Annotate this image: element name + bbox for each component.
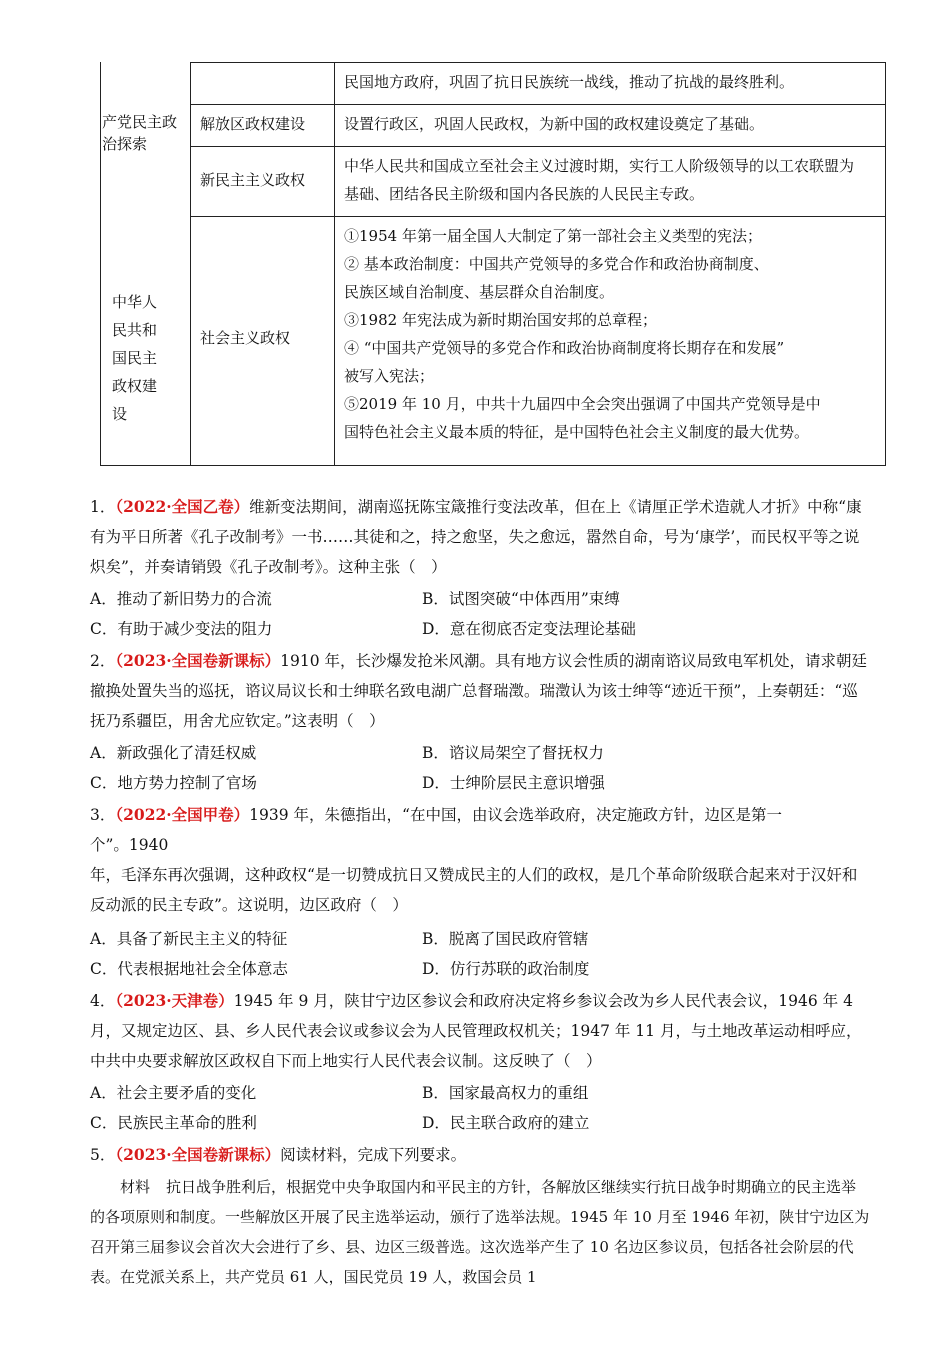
option-b[interactable]: B．谘议局架空了督抚权力 — [422, 744, 604, 762]
option-d[interactable]: D．仿行苏联的政治制度 — [422, 960, 590, 978]
table-cell: 设置行政区，巩固人民政权，为新中国的政权建设奠定了基础。 — [344, 115, 765, 133]
table-cell: 社会主义政权 — [200, 329, 291, 347]
option-a[interactable]: A．新政强化了清廷权威 — [90, 744, 257, 762]
table-cell: 解放区政权建设 — [200, 115, 306, 133]
option-b[interactable]: B．试图突破“中体西用”束缚 — [422, 590, 620, 608]
table-cell: 民国地方政府，巩固了抗日民族统一战线，推动了抗战的最终胜利。 — [344, 73, 795, 91]
table-cell: 中华人民共和国成立至社会主义过渡时期，实行工人阶级领导的以工农联盟为基础、团结各民主阶级和国内各民族的人民民主专政。 — [344, 157, 855, 203]
option-c[interactable]: C．代表根据地社会全体意志 — [90, 960, 288, 978]
option-d[interactable]: D．意在彻底否定变法理论基础 — [422, 620, 636, 638]
question-2: 2．（2023·全国卷新课标）1910 年，长沙爆发抢米风潮。具有地方议会性质的湖南谘议局致电军机处，请求朝廷撤换处置失当的巡抚，谘议局议长和士绅联名致电湖广总督瑞澂。瑞澂认为该士绅等“迹近干预”，上奏朝廷：“巡抚乃系疆臣，用舍尤应钦定。”这表明（ ） — [90, 651, 868, 730]
option-b[interactable]: B．脱离了国民政府管辖 — [422, 930, 589, 948]
option-a[interactable]: A．社会主要矛盾的变化 — [90, 1084, 257, 1102]
source-tag: （2023·全国卷新课标） — [115, 651, 281, 670]
option-d[interactable]: D．民主联合政府的建立 — [422, 1114, 590, 1132]
option-c[interactable]: C．地方势力控制了官场 — [90, 774, 257, 792]
material-label: 材料 — [120, 1178, 151, 1196]
option-d[interactable]: D．士绅阶层民主意识增强 — [422, 774, 605, 792]
question-4: 4．（2023·天津卷）1945 年 9 月，陕甘宁边区参议会和政府决定将乡参议会改为乡人民代表会议，1946 年 4 月，又规定边区、县、乡人民代表会议或参议会为人民管理政权机关；1947 年 11 月，与土地改革运动相呼应，中共中央要求解放区政权自下而上地实行人民代表会议制。这反映了（ ） — [90, 991, 862, 1070]
source-tag: （2023·全国卷新课标） — [115, 1145, 281, 1164]
table-cell: 新民主主义政权 — [200, 171, 306, 189]
source-tag: （2023·天津卷） — [115, 991, 234, 1010]
question-3: 3．（2022·全国甲卷）1939 年，朱德指出，“在中国，由议会选举政府，决定施政方针，边区是第一 个”。1940 年，毛泽东再次强调，这种政权“是一切赞成抗日又赞成民主的人们的政权，是几个革命阶级联合起来对于汉奸和反动派的民主专政”。这说明，边区政府（ ） — [90, 805, 858, 914]
option-a[interactable]: A．具备了新民主主义的特征 — [90, 930, 288, 948]
table-group-label: 产党民主政 治探索 — [102, 113, 178, 153]
summary-table — [100, 62, 886, 466]
table-group-label: 中华人 民共和 国民主 政权建 设 — [112, 293, 158, 423]
source-tag: （2022·全国乙卷） — [115, 497, 250, 516]
option-a[interactable]: A．推动了新旧势力的合流 — [90, 590, 272, 608]
option-c[interactable]: C．民族民主革命的胜利 — [90, 1114, 257, 1132]
option-b[interactable]: B．国家最高权力的重组 — [422, 1084, 589, 1102]
question-1: 1．（2022·全国乙卷）维新变法期间，湖南巡抚陈宝箴推行变法改革，但在上《请厘正学术造就人才折》中称“康有为平日所著《孔子改制考》一书……其徒和之，持之愈坚，失之愈远，嚣然自命，号为‘康学’，而民权平等之说炽矣”，并奏请销毁《孔子改制考》。这种主张（ ） — [90, 497, 862, 576]
material-passage: 材料 抗日战争胜利后，根据党中央争取国内和平民主的方针，各解放区继续实行抗日战争时期确立的民主选举的各项原则和制度。一些解放区开展了民主选举运动，颁行了选举法规。1945 年 10 月至 1946 年初，陕甘宁边区为召开第三届参议会首次大会进行了乡、县、边区三级普选。这次选举产生了 10 名边区参议员，包括各社会阶层的代表。在党派关系上，共产党员 61 人，国民党员 19 人，救国会员 1 — [90, 1178, 870, 1286]
option-c[interactable]: C．有助于减少变法的阻力 — [90, 620, 273, 638]
table-cell: ①1954 年第一届全国人大制定了第一部社会主义类型的宪法； ② 基本政治制度：中国共产党领导的多党合作和政治协商制度、 民族区域自治制度、基层群众自治制度。 ③1982 年宪法成为新时期治国安邦的总章程； ④ “中国共产党领导的多党合作和政治协商制度将长期存在和发展” 被写入宪法； ⑤2019 年 10 月，中共十九届四中全会突出强调了中国共产党领导是中 国特色社会主义最本质的特征，是中国特色社会主义制度的最大优势。 — [344, 227, 821, 441]
source-tag: （2022·全国甲卷） — [115, 805, 250, 824]
question-5: 5．（2023·全国卷新课标）阅读材料，完成下列要求。 — [90, 1145, 467, 1164]
